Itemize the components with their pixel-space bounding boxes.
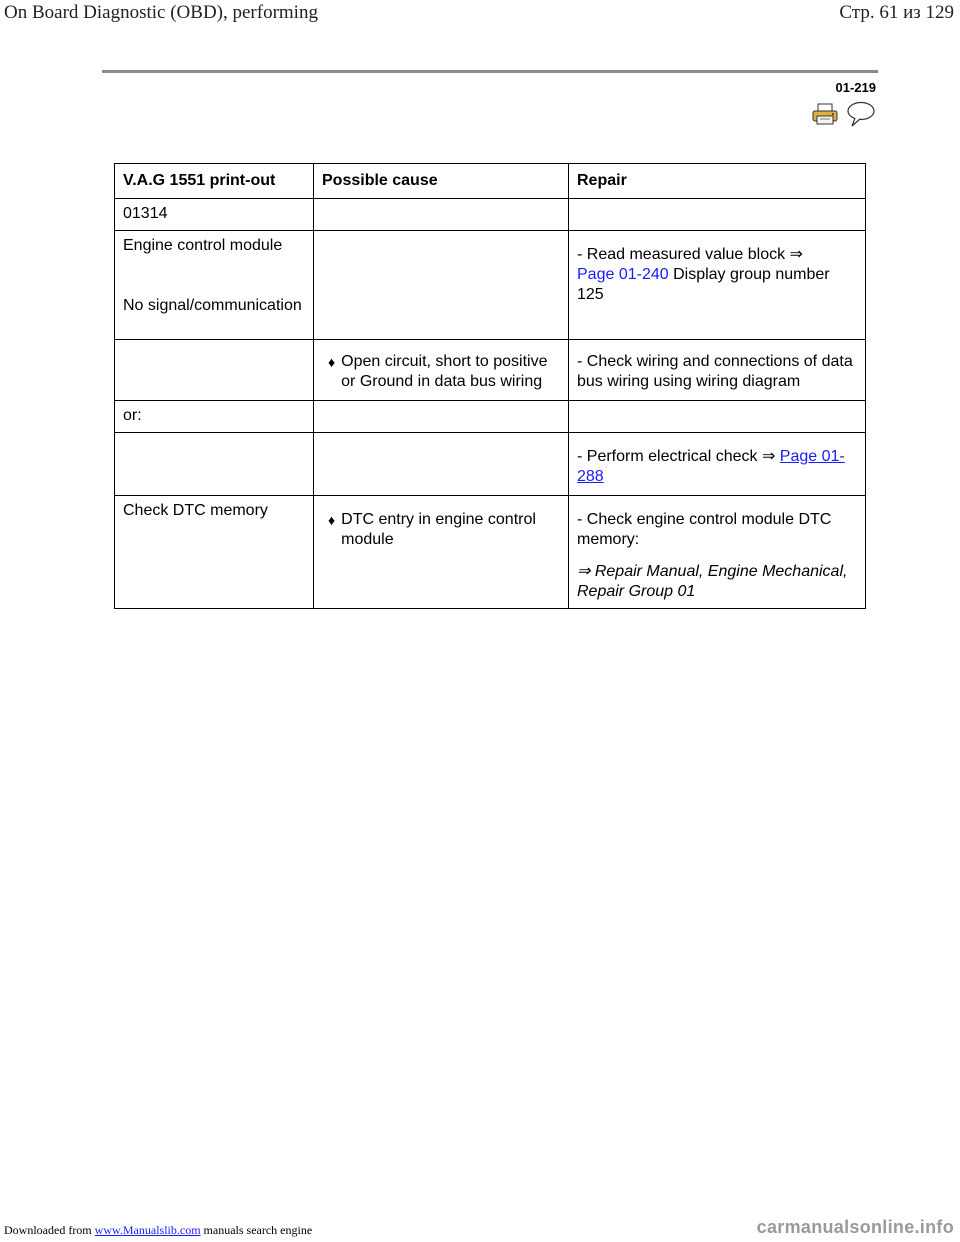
page-tools <box>812 101 876 127</box>
fault-table <box>114 163 866 609</box>
table-row <box>115 433 866 496</box>
table-row <box>115 231 866 340</box>
page-counter: Стр. 61 из 129 <box>839 2 954 23</box>
table-row <box>115 340 866 401</box>
download-footer: Downloaded from www.Manualslib.com manuals search engine <box>4 1223 313 1237</box>
table-row <box>115 401 866 433</box>
cause-text: DTC entry in engine control module <box>341 511 536 548</box>
page-number: 01-219 <box>835 80 876 95</box>
or-label: or: <box>115 401 314 433</box>
table-row <box>115 496 866 609</box>
cause-text: Open circuit, short to positive or Ground in data bus wiring <box>341 353 548 390</box>
column-header-cause: Possible cause <box>314 164 569 199</box>
repair-text: - Read measured value block ⇒ <box>577 246 803 263</box>
printer-icon[interactable] <box>812 103 838 125</box>
diamond-bullet-icon: ♦ <box>328 354 336 370</box>
page-link[interactable]: Page 01-288 <box>577 448 845 485</box>
header-divider <box>102 70 878 73</box>
printout-text: Check DTC memory <box>115 496 314 609</box>
page-link[interactable]: Page 01-240 <box>577 266 669 283</box>
column-header-printout: V.A.G 1551 print-out <box>115 164 314 199</box>
printout-text: Engine control module <box>123 237 283 254</box>
manualslib-link[interactable]: www.Manualslib.com <box>94 1223 201 1237</box>
cause-bullet <box>328 352 560 392</box>
cause-bullet <box>328 510 560 550</box>
watermark: carmanualsonline.info <box>756 1217 954 1237</box>
fault-code: 01314 <box>115 199 314 231</box>
printout-text: No signal/communication <box>123 297 302 314</box>
repair-text: - Check wiring and connections of data bus wiring using wiring diagram <box>569 340 866 401</box>
repair-text: - Perform electrical check ⇒ <box>577 448 780 465</box>
repair-text: - Check engine control module DTC memory: <box>577 511 832 548</box>
document-title: On Board Diagnostic (OBD), performing <box>4 2 318 23</box>
repair-text: Display group number 125 <box>577 266 830 303</box>
diamond-bullet-icon: ♦ <box>328 512 336 528</box>
table-row <box>115 199 866 231</box>
repair-manual-reference: ⇒ Repair Manual, Engine Mechanical, Repair Group 01 <box>577 563 848 600</box>
speech-bubble-icon[interactable] <box>846 101 876 127</box>
column-header-repair: Repair <box>569 164 866 199</box>
table-header-row <box>115 164 866 199</box>
